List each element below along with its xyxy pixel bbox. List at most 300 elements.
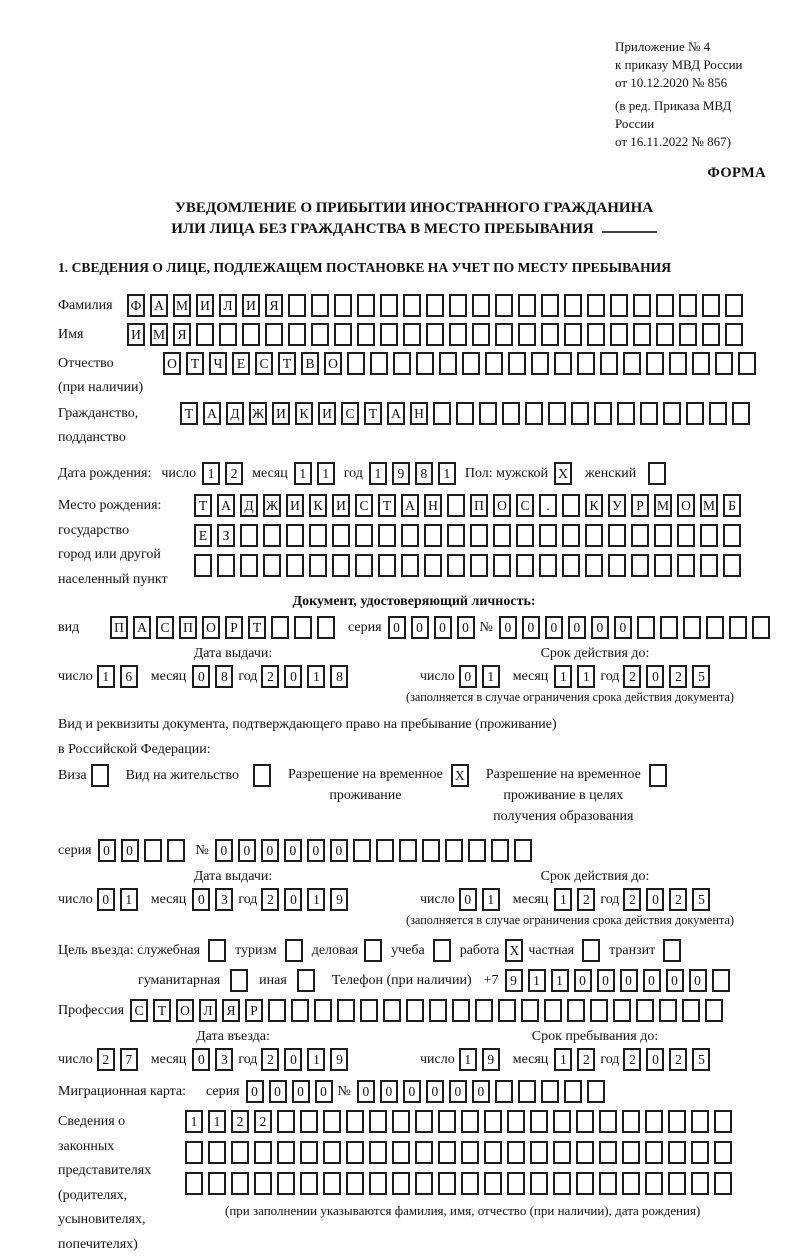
char-box[interactable] [656,294,674,317]
char-box[interactable] [231,1141,249,1164]
char-box[interactable] [631,554,649,577]
char-box[interactable] [337,999,355,1022]
char-box[interactable]: 0 [574,969,592,992]
char-box[interactable]: 0 [434,616,452,639]
char-box[interactable] [370,352,388,375]
char-box[interactable] [600,352,618,375]
char-box[interactable] [577,352,595,375]
char-box[interactable] [656,323,674,346]
char-box[interactable] [637,616,655,639]
char-box[interactable]: 5 [692,888,710,911]
char-box[interactable]: Я [265,294,283,317]
char-box[interactable]: 0 [689,969,707,992]
char-box[interactable] [712,969,730,992]
char-box[interactable]: 0 [98,839,116,862]
char-box[interactable] [738,352,756,375]
char-box[interactable] [659,999,677,1022]
char-box[interactable]: 0 [472,1080,490,1103]
char-box[interactable]: О [324,352,342,375]
char-box[interactable] [479,402,497,425]
char-box[interactable]: С [341,402,359,425]
char-box[interactable] [521,999,539,1022]
char-box[interactable]: А [401,494,419,517]
char-box[interactable]: Т [278,352,296,375]
char-box[interactable] [725,294,743,317]
char-box[interactable] [507,1110,525,1133]
char-box[interactable] [265,323,283,346]
char-box[interactable] [311,323,329,346]
char-box[interactable] [525,402,543,425]
char-box[interactable]: 7 [120,1048,138,1071]
char-box[interactable]: Р [631,494,649,517]
char-box[interactable]: 9 [330,888,348,911]
char-box[interactable]: 1 [554,888,572,911]
char-box[interactable] [268,999,286,1022]
char-box[interactable]: 0 [614,616,632,639]
char-box[interactable]: О [163,352,181,375]
char-box[interactable] [516,554,534,577]
char-box[interactable] [723,524,741,547]
char-box[interactable]: 0 [380,1080,398,1103]
char-box[interactable] [376,839,394,862]
char-box[interactable] [392,1141,410,1164]
char-box[interactable] [230,969,248,992]
char-box[interactable] [369,1141,387,1164]
char-box[interactable] [502,402,520,425]
char-box[interactable]: 5 [692,1048,710,1071]
char-box[interactable] [706,616,724,639]
char-box[interactable]: 2 [623,1048,641,1071]
char-box[interactable] [518,1080,536,1103]
char-box[interactable]: 0 [192,1048,210,1071]
char-box[interactable]: 0 [284,888,302,911]
char-box[interactable] [645,1110,663,1133]
char-box[interactable] [599,1141,617,1164]
char-box[interactable] [288,323,306,346]
char-box[interactable] [507,1172,525,1195]
char-box[interactable] [491,839,509,862]
char-box[interactable]: 2 [623,888,641,911]
char-box[interactable] [470,524,488,547]
char-box[interactable] [297,969,315,992]
char-box[interactable] [285,939,303,962]
char-box[interactable] [645,1141,663,1164]
char-box[interactable]: О [677,494,695,517]
char-box[interactable]: 0 [403,1080,421,1103]
char-box[interactable] [622,1141,640,1164]
char-box[interactable]: С [156,616,174,639]
char-box[interactable] [242,323,260,346]
char-box[interactable]: С [516,494,534,517]
char-box[interactable]: 0 [591,616,609,639]
char-box[interactable] [723,554,741,577]
char-box[interactable]: Т [364,402,382,425]
char-box[interactable] [645,1172,663,1195]
char-box[interactable]: . [539,494,557,517]
char-box[interactable] [438,1110,456,1133]
char-box[interactable]: 1 [185,1110,203,1133]
char-box[interactable] [277,1141,295,1164]
char-box[interactable]: В [301,352,319,375]
char-box[interactable] [541,323,559,346]
char-box[interactable] [567,999,585,1022]
char-box[interactable]: 0 [284,1048,302,1071]
char-box[interactable] [334,323,352,346]
char-box[interactable]: 0 [411,616,429,639]
char-box[interactable] [700,524,718,547]
char-box[interactable] [263,524,281,547]
char-box[interactable]: З [217,524,235,547]
char-box[interactable]: Н [424,494,442,517]
char-box[interactable] [495,1080,513,1103]
char-box[interactable] [185,1141,203,1164]
char-box[interactable] [291,999,309,1022]
char-box[interactable] [378,554,396,577]
char-box[interactable]: 8 [330,665,348,688]
char-box[interactable] [208,939,226,962]
char-box[interactable] [323,1172,341,1195]
char-box[interactable] [449,294,467,317]
char-box[interactable] [539,524,557,547]
char-box[interactable]: И [332,494,350,517]
char-box[interactable] [231,1172,249,1195]
char-box[interactable] [622,1110,640,1133]
char-box[interactable]: И [272,402,290,425]
char-box[interactable]: Т [153,999,171,1022]
char-box[interactable] [360,999,378,1022]
char-box[interactable] [167,839,185,862]
char-box[interactable]: М [173,294,191,317]
char-box[interactable]: 1 [577,665,595,688]
char-box[interactable] [590,999,608,1022]
char-box[interactable]: 1 [482,665,500,688]
char-box[interactable]: К [295,402,313,425]
char-box[interactable] [392,1172,410,1195]
char-box[interactable]: Н [410,402,428,425]
char-box[interactable] [576,1110,594,1133]
char-box[interactable] [433,939,451,962]
char-box[interactable] [576,1141,594,1164]
char-box[interactable]: X [505,939,523,962]
char-box[interactable]: 8 [215,665,233,688]
char-box[interactable] [562,524,580,547]
char-box[interactable]: Т [180,402,198,425]
char-box[interactable] [433,402,451,425]
char-box[interactable] [300,1110,318,1133]
char-box[interactable] [564,1080,582,1103]
char-box[interactable]: X [451,764,469,787]
char-box[interactable] [380,323,398,346]
char-box[interactable] [364,939,382,962]
char-box[interactable] [587,1080,605,1103]
char-box[interactable] [323,1110,341,1133]
char-box[interactable]: С [255,352,273,375]
char-box[interactable] [332,554,350,577]
char-box[interactable] [194,554,212,577]
char-box[interactable] [294,616,312,639]
char-box[interactable] [608,524,626,547]
char-box[interactable] [702,294,720,317]
char-box[interactable]: А [387,402,405,425]
char-box[interactable] [422,839,440,862]
char-box[interactable] [714,1141,732,1164]
char-box[interactable] [353,839,371,862]
char-box[interactable] [508,352,526,375]
char-box[interactable] [709,402,727,425]
char-box[interactable] [663,939,681,962]
char-box[interactable] [378,524,396,547]
char-box[interactable] [347,352,365,375]
char-box[interactable]: 0 [646,665,664,688]
char-box[interactable] [646,352,664,375]
char-box[interactable] [406,999,424,1022]
char-box[interactable] [587,294,605,317]
char-box[interactable] [608,554,626,577]
char-box[interactable] [495,323,513,346]
char-box[interactable] [355,554,373,577]
char-box[interactable]: Д [226,402,244,425]
char-box[interactable] [530,1141,548,1164]
char-box[interactable] [668,1141,686,1164]
char-box[interactable]: А [150,294,168,317]
char-box[interactable]: С [130,999,148,1022]
char-box[interactable] [393,352,411,375]
char-box[interactable] [91,764,109,787]
char-box[interactable] [495,294,513,317]
char-box[interactable]: 1 [369,462,387,485]
char-box[interactable] [346,1110,364,1133]
char-box[interactable]: 1 [120,888,138,911]
char-box[interactable] [399,839,417,862]
char-box[interactable]: Е [232,352,250,375]
char-box[interactable] [582,939,600,962]
char-box[interactable] [679,294,697,317]
char-box[interactable]: 2 [261,665,279,688]
char-box[interactable] [668,1110,686,1133]
char-box[interactable] [553,1172,571,1195]
char-box[interactable] [654,554,672,577]
char-box[interactable] [493,554,511,577]
char-box[interactable] [599,1172,617,1195]
char-box[interactable] [668,1172,686,1195]
char-box[interactable] [332,524,350,547]
char-box[interactable] [311,294,329,317]
char-box[interactable]: 9 [482,1048,500,1071]
char-box[interactable] [447,494,465,517]
char-box[interactable] [357,323,375,346]
char-box[interactable]: Е [194,524,212,547]
char-box[interactable] [599,1110,617,1133]
char-box[interactable]: 1 [459,1048,477,1071]
char-box[interactable]: И [127,323,145,346]
char-box[interactable]: 9 [392,462,410,485]
char-box[interactable] [346,1172,364,1195]
char-box[interactable] [686,402,704,425]
char-box[interactable]: 1 [482,888,500,911]
char-box[interactable]: С [355,494,373,517]
char-box[interactable]: 1 [528,969,546,992]
char-box[interactable] [541,294,559,317]
char-box[interactable]: 0 [246,1080,264,1103]
char-box[interactable] [253,764,271,787]
char-box[interactable] [462,352,480,375]
char-box[interactable] [714,1110,732,1133]
char-box[interactable] [219,323,237,346]
char-box[interactable] [752,616,770,639]
char-box[interactable]: А [217,494,235,517]
char-box[interactable]: 2 [669,665,687,688]
char-box[interactable] [660,616,678,639]
char-box[interactable] [610,323,628,346]
char-box[interactable] [449,323,467,346]
char-box[interactable]: 1 [202,462,220,485]
char-box[interactable] [334,294,352,317]
char-box[interactable] [631,524,649,547]
char-box[interactable]: 0 [192,665,210,688]
char-box[interactable]: 0 [284,839,302,862]
char-box[interactable]: П [110,616,128,639]
char-box[interactable]: П [470,494,488,517]
char-box[interactable] [468,839,486,862]
char-box[interactable]: Ф [127,294,145,317]
char-box[interactable] [702,323,720,346]
char-box[interactable] [383,999,401,1022]
char-box[interactable] [564,294,582,317]
char-box[interactable]: Т [194,494,212,517]
char-box[interactable] [208,1141,226,1164]
char-box[interactable] [475,999,493,1022]
char-box[interactable]: 1 [307,1048,325,1071]
char-box[interactable] [277,1110,295,1133]
char-box[interactable] [357,294,375,317]
char-box[interactable]: О [202,616,220,639]
char-box[interactable]: 1 [554,665,572,688]
char-box[interactable]: 0 [597,969,615,992]
char-box[interactable]: 0 [307,839,325,862]
char-box[interactable]: И [286,494,304,517]
char-box[interactable] [424,524,442,547]
char-box[interactable]: 0 [426,1080,444,1103]
char-box[interactable] [426,294,444,317]
char-box[interactable] [571,402,589,425]
char-box[interactable]: Т [186,352,204,375]
char-box[interactable] [401,524,419,547]
char-box[interactable]: 5 [692,665,710,688]
char-box[interactable]: Ч [209,352,227,375]
char-box[interactable] [300,1172,318,1195]
char-box[interactable] [725,323,743,346]
char-box[interactable] [691,1141,709,1164]
char-box[interactable] [439,352,457,375]
char-box[interactable] [144,839,162,862]
char-box[interactable] [518,323,536,346]
char-box[interactable]: 0 [620,969,638,992]
char-box[interactable] [498,999,516,1022]
char-box[interactable] [613,999,631,1022]
char-box[interactable] [587,323,605,346]
char-box[interactable] [401,554,419,577]
char-box[interactable] [346,1141,364,1164]
char-box[interactable]: 0 [330,839,348,862]
char-box[interactable]: О [493,494,511,517]
char-box[interactable] [403,294,421,317]
char-box[interactable]: 0 [499,616,517,639]
char-box[interactable] [585,524,603,547]
char-box[interactable] [633,294,651,317]
char-box[interactable] [732,402,750,425]
char-box[interactable]: И [196,294,214,317]
char-box[interactable]: 0 [568,616,586,639]
char-box[interactable] [461,1141,479,1164]
char-box[interactable] [554,352,572,375]
char-box[interactable]: 0 [666,969,684,992]
char-box[interactable]: А [203,402,221,425]
char-box[interactable]: 0 [522,616,540,639]
char-box[interactable] [518,294,536,317]
char-box[interactable]: 0 [121,839,139,862]
char-box[interactable] [456,402,474,425]
char-box[interactable] [562,554,580,577]
char-box[interactable]: 8 [415,462,433,485]
char-box[interactable] [669,352,687,375]
char-box[interactable]: 0 [646,1048,664,1071]
char-box[interactable] [648,462,666,485]
char-box[interactable]: Т [378,494,396,517]
char-box[interactable]: 2 [261,1048,279,1071]
char-box[interactable]: К [309,494,327,517]
char-box[interactable]: Д [240,494,258,517]
char-box[interactable]: М [700,494,718,517]
char-box[interactable] [649,764,667,787]
char-box[interactable] [309,524,327,547]
char-box[interactable] [493,524,511,547]
char-box[interactable]: 2 [254,1110,272,1133]
char-box[interactable]: 0 [284,665,302,688]
char-box[interactable] [530,1172,548,1195]
char-box[interactable] [472,294,490,317]
char-box[interactable] [640,402,658,425]
char-box[interactable] [424,554,442,577]
char-box[interactable] [715,352,733,375]
char-box[interactable] [403,323,421,346]
char-box[interactable]: 2 [97,1048,115,1071]
char-box[interactable]: 1 [438,462,456,485]
char-box[interactable] [714,1172,732,1195]
char-box[interactable]: 3 [215,888,233,911]
char-box[interactable]: Ж [249,402,267,425]
char-box[interactable] [484,1141,502,1164]
char-box[interactable] [254,1141,272,1164]
char-box[interactable] [217,554,235,577]
char-box[interactable] [700,554,718,577]
char-box[interactable]: 2 [577,1048,595,1071]
char-box[interactable] [286,524,304,547]
char-box[interactable] [623,352,641,375]
char-box[interactable]: 0 [97,888,115,911]
char-box[interactable] [636,999,654,1022]
char-box[interactable]: 2 [577,888,595,911]
char-box[interactable] [254,1172,272,1195]
char-box[interactable]: Б [723,494,741,517]
char-box[interactable]: 0 [459,665,477,688]
char-box[interactable]: О [176,999,194,1022]
char-box[interactable]: Р [245,999,263,1022]
char-box[interactable] [548,402,566,425]
char-box[interactable]: Р [225,616,243,639]
char-box[interactable] [461,1110,479,1133]
char-box[interactable] [263,554,281,577]
char-box[interactable]: 1 [551,969,569,992]
